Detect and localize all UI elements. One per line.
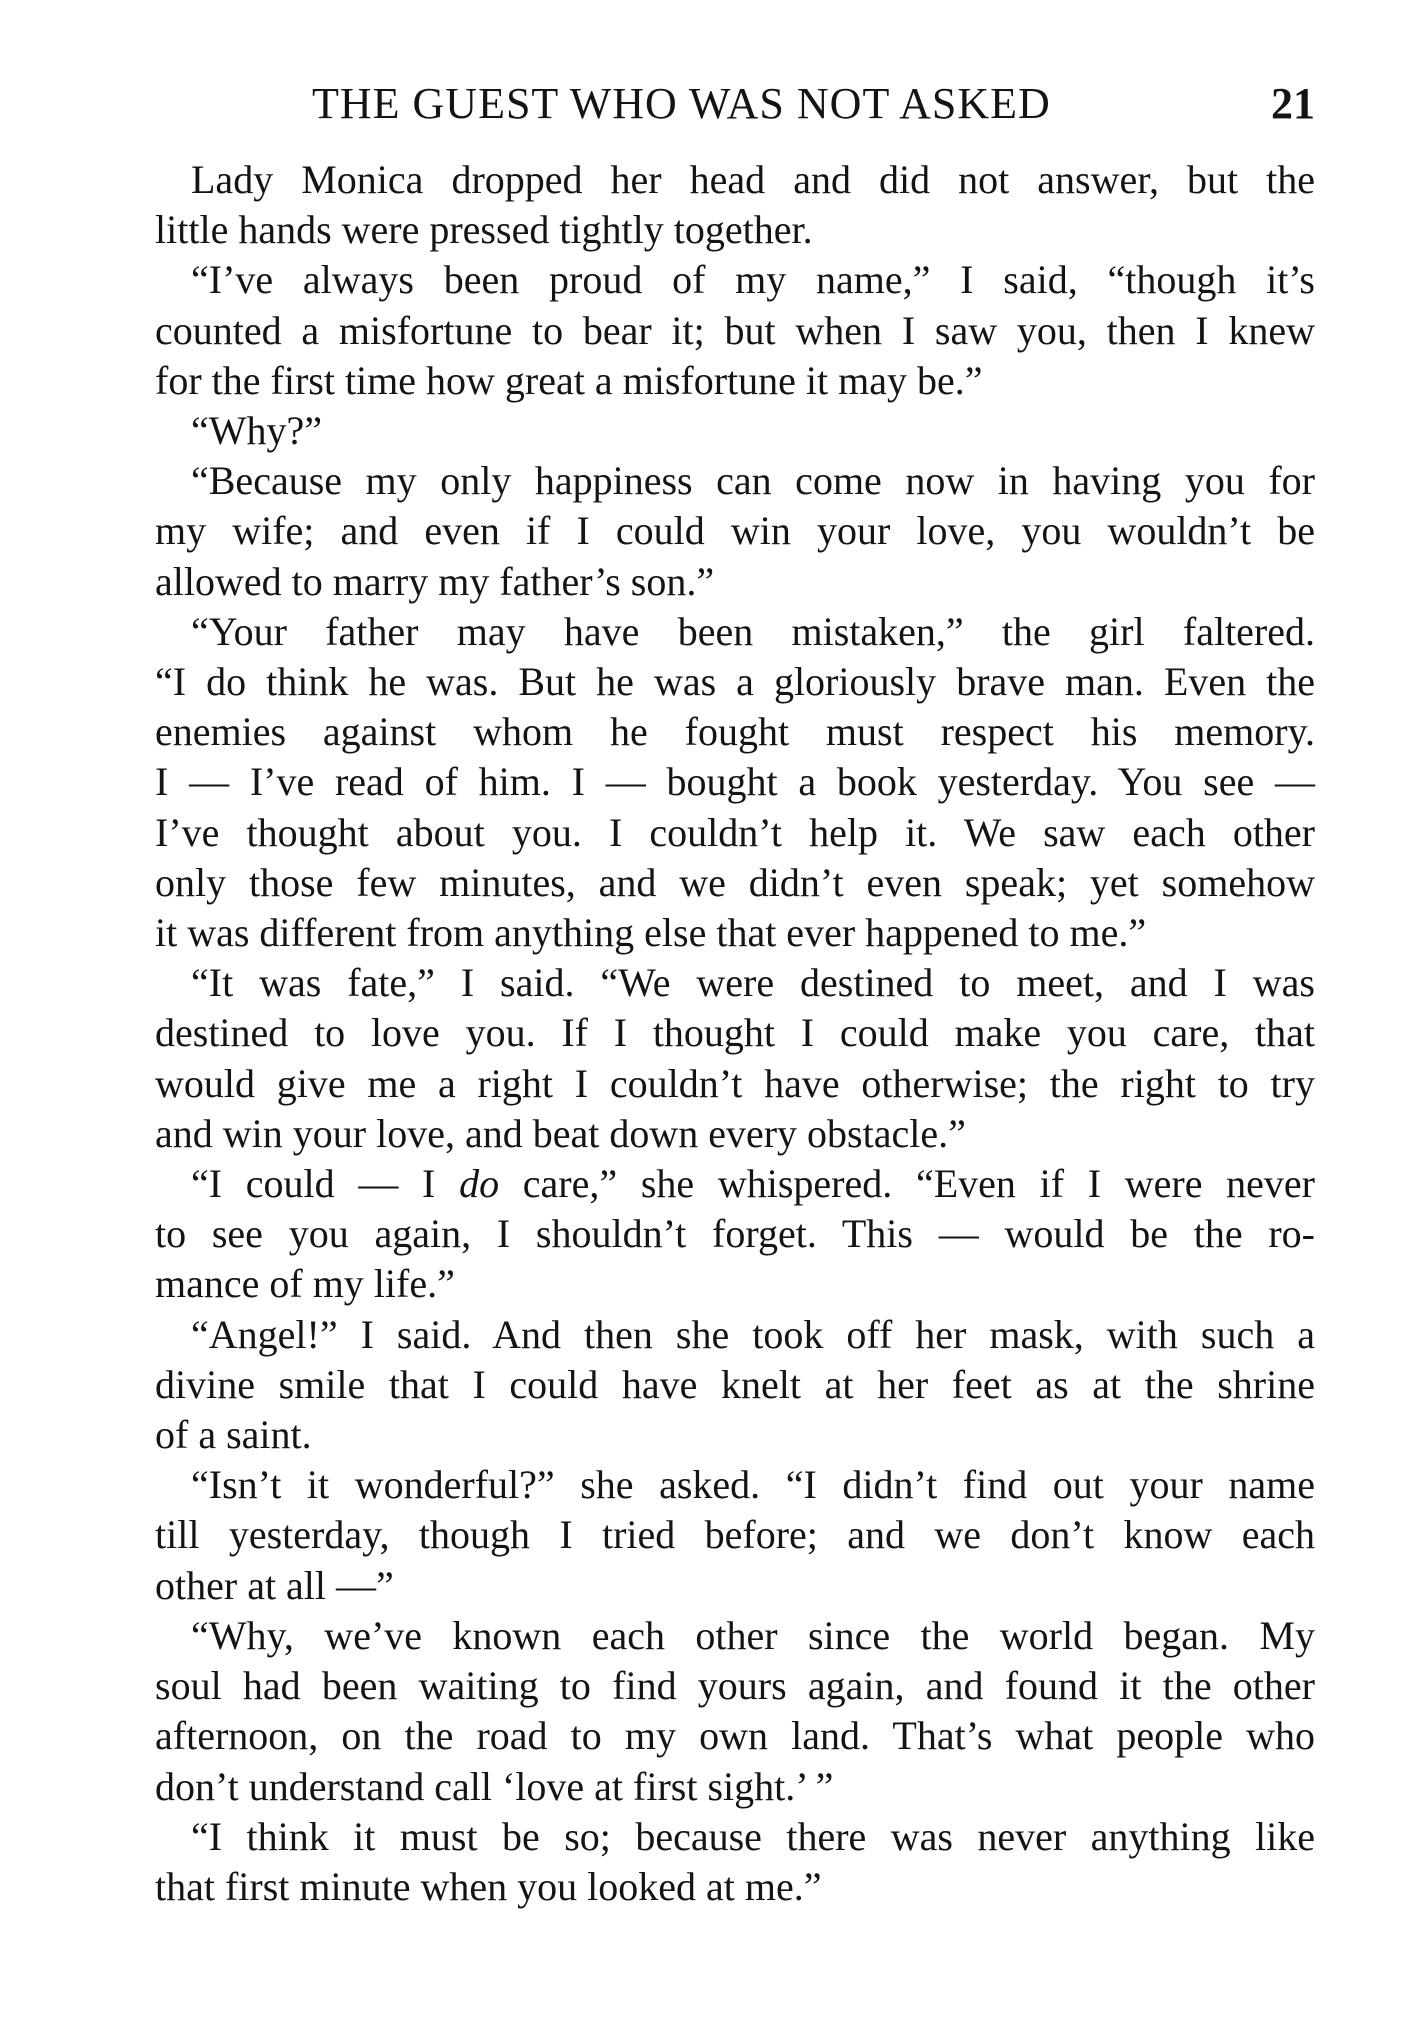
text-line: “I’ve always been proud of my name,” I said, “though it’s	[191, 257, 1315, 303]
body-text	[155, 155, 1315, 1912]
text-line: “Because my only happiness can come now in having you for	[191, 458, 1315, 504]
emphasis: do	[459, 1161, 500, 1207]
text-segment: care,” she whispered. “Even if I were never	[499, 1161, 1315, 1207]
text-line: soul had been waiting to find yours again, and found it the other	[155, 1663, 1315, 1709]
text-line: “Angel!” I said. And then she took off her mask, with such a	[191, 1311, 1315, 1357]
text-line: to see you again, I shouldn’t forget. This — would be the ro-	[155, 1211, 1315, 1257]
text-line: “Isn’t it wonderful?” she asked. “I didn’t find out your name	[191, 1462, 1315, 1508]
text-line: it was different from anything else that ever happened to me.”	[155, 910, 1147, 956]
text-line: other at all —”	[155, 1562, 394, 1608]
text-line: afternoon, on the road to my own land. That’s what people who	[155, 1713, 1315, 1759]
text-line: that first minute when you looked at me.”	[155, 1863, 822, 1909]
text-line: “Why?”	[191, 408, 323, 454]
running-head	[155, 78, 1315, 138]
text-line: I — I’ve read of him. I — bought a book yesterday. You see —	[155, 759, 1315, 805]
text-line: little hands were pressed tightly together.	[155, 207, 813, 253]
running-title: THE GUEST WHO WAS NOT ASKED	[312, 79, 1051, 128]
text-line: only those few minutes, and we didn’t even speak; yet somehow	[155, 859, 1315, 905]
text-line: allowed to marry my father’s son.”	[155, 558, 715, 604]
text-line: of a saint.	[155, 1412, 312, 1458]
text-line: “Why, we’ve known each other since the world began. My	[191, 1612, 1315, 1658]
text-line: “Your father may have been mistaken,” the girl faltered.	[191, 608, 1315, 654]
text-line: enemies against whom he fought must respect his memory.	[155, 709, 1315, 755]
page-number: 21	[1271, 79, 1315, 128]
text-line: I’ve thought about you. I couldn’t help it. We saw each other	[155, 809, 1315, 855]
text-line: divine smile that I could have knelt at her feet as at the shrine	[155, 1361, 1315, 1407]
text-line	[155, 1159, 1315, 1209]
text-line: till yesterday, though I tried before; and we don’t know each	[155, 1512, 1315, 1558]
text-line: “I think it must be so; because there was never anything like	[191, 1813, 1315, 1859]
text-line: “I do think he was. But he was a gloriously brave man. Even the	[155, 659, 1315, 705]
text-line: counted a misfortune to bear it; but when I saw you, then I knew	[155, 307, 1315, 353]
text-line: my wife; and even if I could win your love, you wouldn’t be	[155, 508, 1315, 554]
text-line: Lady Monica dropped her head and did not answer, but the	[191, 157, 1315, 202]
text-line: for the first time how great a misfortune it may be.”	[155, 357, 983, 403]
text-line: “It was fate,” I said. “We were destined to meet, and I was	[191, 960, 1315, 1006]
text-line: and win your love, and beat down every obstacle.”	[155, 1110, 966, 1156]
text-line: destined to love you. If I thought I could make you care, that	[155, 1010, 1315, 1056]
text-line: don’t understand call ‘love at first sight.’ ”	[155, 1763, 834, 1809]
text-line: would give me a right I couldn’t have otherwise; the right to try	[155, 1060, 1315, 1106]
text-segment: “I could — I	[191, 1161, 460, 1207]
text-line: mance of my life.”	[155, 1261, 455, 1307]
